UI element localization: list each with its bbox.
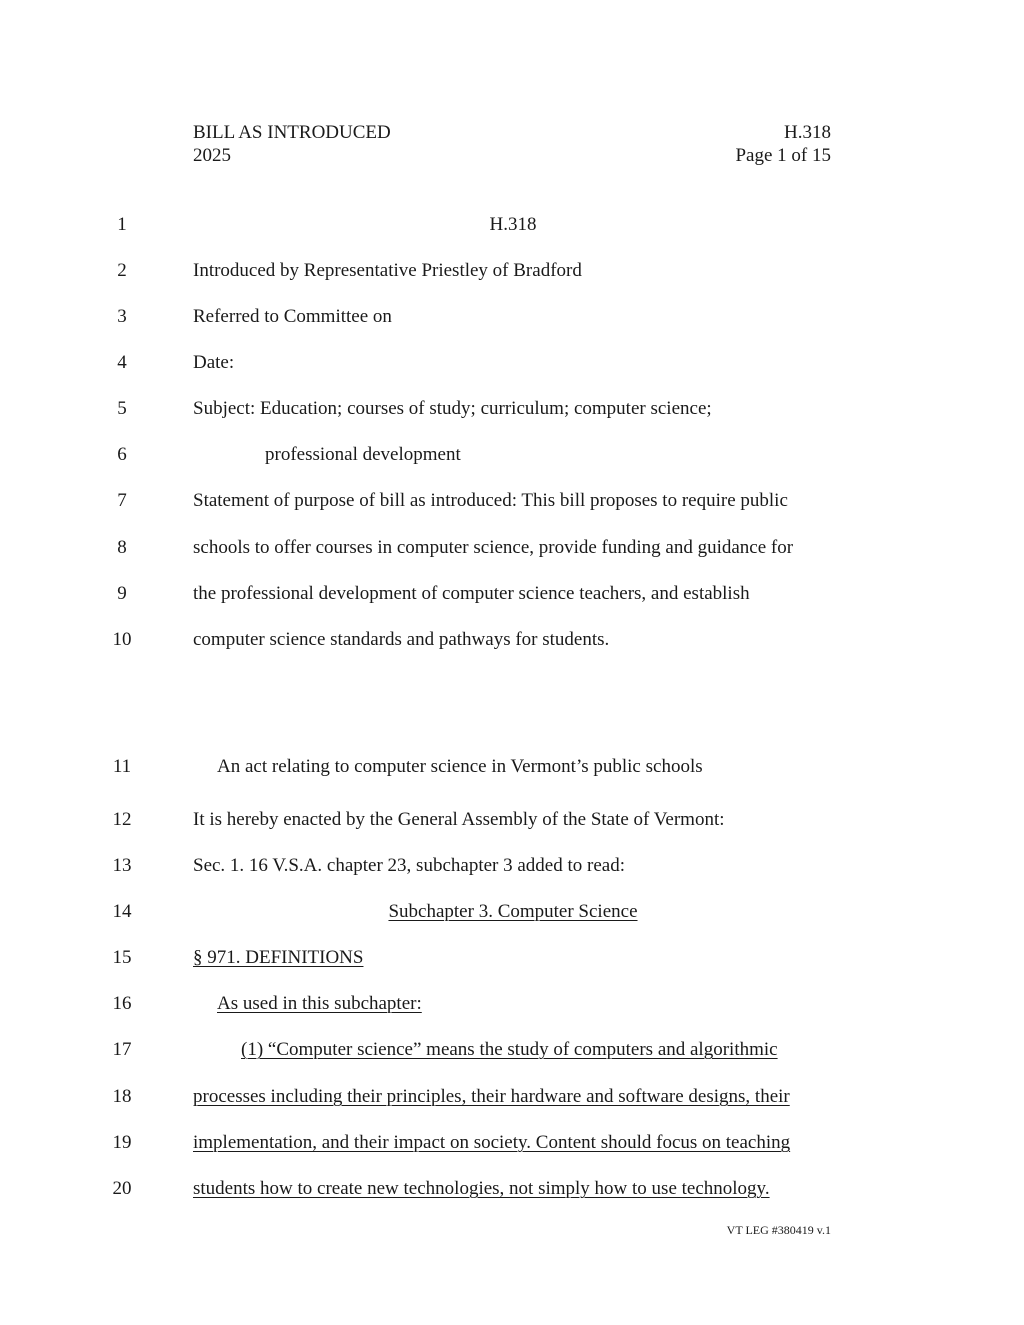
line-number: 11: [112, 756, 132, 777]
line-number: 5: [117, 398, 127, 419]
bill-line-15: [0, 944, 1024, 972]
line-number: 15: [112, 947, 132, 968]
line-number: 7: [117, 490, 127, 511]
line-number: 16: [112, 993, 132, 1014]
bill-status-title: BILL AS INTRODUCED: [193, 122, 391, 143]
bill-line-20: [0, 1175, 1024, 1203]
act-title: An act relating to computer science in Vermont’s public schools: [217, 756, 703, 777]
bill-line-1: [0, 211, 1024, 239]
line-number: 17: [112, 1039, 132, 1060]
line-number: 10: [112, 629, 132, 650]
line-number: 14: [112, 901, 132, 922]
definition-computer-science: (1) “Computer science” means the study of computers and algorithmic: [241, 1039, 778, 1060]
bill-line-14: [0, 898, 1024, 926]
statement-of-purpose: computer science standards and pathways for students.: [193, 629, 610, 650]
bill-line-13: [0, 852, 1024, 880]
bill-line-3: [0, 303, 1024, 331]
statement-of-purpose: the professional development of computer science teachers, and establish: [193, 583, 750, 604]
bill-line-7: [0, 487, 1024, 515]
line-number: 13: [112, 855, 132, 876]
bill-line-8: [0, 534, 1024, 562]
definition-computer-science: students how to create new technologies, not simply how to use technology.: [193, 1178, 770, 1199]
statement-of-purpose: Statement of purpose of bill as introduced: This bill proposes to require public: [193, 490, 788, 511]
line-number: 9: [117, 583, 127, 604]
bill-line-2: [0, 257, 1024, 285]
introduced-by: Introduced by Representative Priestley of Bradford: [193, 260, 582, 281]
subject-line: Subject: Education; courses of study; curriculum; computer science;: [193, 398, 712, 419]
bill-year: 2025: [193, 145, 231, 166]
line-number: 3: [117, 306, 127, 327]
page-header-right: [735, 121, 831, 167]
page-header-left: [193, 121, 391, 167]
section-heading: Sec. 1. 16 V.S.A. chapter 23, subchapter 3 added to read:: [193, 855, 625, 876]
line-number: 6: [117, 444, 127, 465]
definitions-heading: § 971. DEFINITIONS: [193, 947, 364, 968]
line-number: 2: [117, 260, 127, 281]
bill-line-19: [0, 1129, 1024, 1157]
document-footer-id: VT LEG #380419 v.1: [726, 1223, 831, 1237]
definition-computer-science: processes including their principles, their hardware and software designs, their: [193, 1086, 790, 1107]
statement-of-purpose: schools to offer courses in computer science, provide funding and guidance for: [193, 537, 794, 558]
bill-line-9: [0, 580, 1024, 608]
bill-line-6: [0, 441, 1024, 469]
bill-line-5: [0, 395, 1024, 423]
referred-to-committee: Referred to Committee on: [193, 306, 392, 327]
bill-line-10: [0, 626, 1024, 654]
bill-line-17: [0, 1036, 1024, 1064]
line-number: 8: [117, 537, 127, 558]
bill-line-11: [0, 753, 1024, 781]
line-number: 12: [112, 809, 132, 830]
date-field: Date:: [193, 352, 235, 373]
line-number: 18: [112, 1086, 132, 1107]
enacting-clause: It is hereby enacted by the General Assembly of the State of Vermont:: [193, 809, 725, 830]
line-number: 19: [112, 1132, 132, 1153]
subchapter-title: Subchapter 3. Computer Science: [388, 901, 638, 922]
definitions-intro: As used in this subchapter:: [217, 993, 422, 1014]
bill-line-12: [0, 806, 1024, 834]
bill-heading-number: H.318: [489, 214, 537, 235]
line-number: 20: [112, 1178, 132, 1199]
bill-line-16: [0, 990, 1024, 1018]
page-number: Page 1 of 15: [735, 145, 831, 166]
definition-computer-science: implementation, and their impact on society. Content should focus on teaching: [193, 1132, 791, 1153]
line-number: 1: [117, 214, 127, 235]
bill-line-4: [0, 349, 1024, 377]
bill-line-18: [0, 1083, 1024, 1111]
bill-number: H.318: [784, 122, 831, 143]
line-number: 4: [117, 352, 127, 373]
subject-continuation: professional development: [265, 444, 461, 465]
